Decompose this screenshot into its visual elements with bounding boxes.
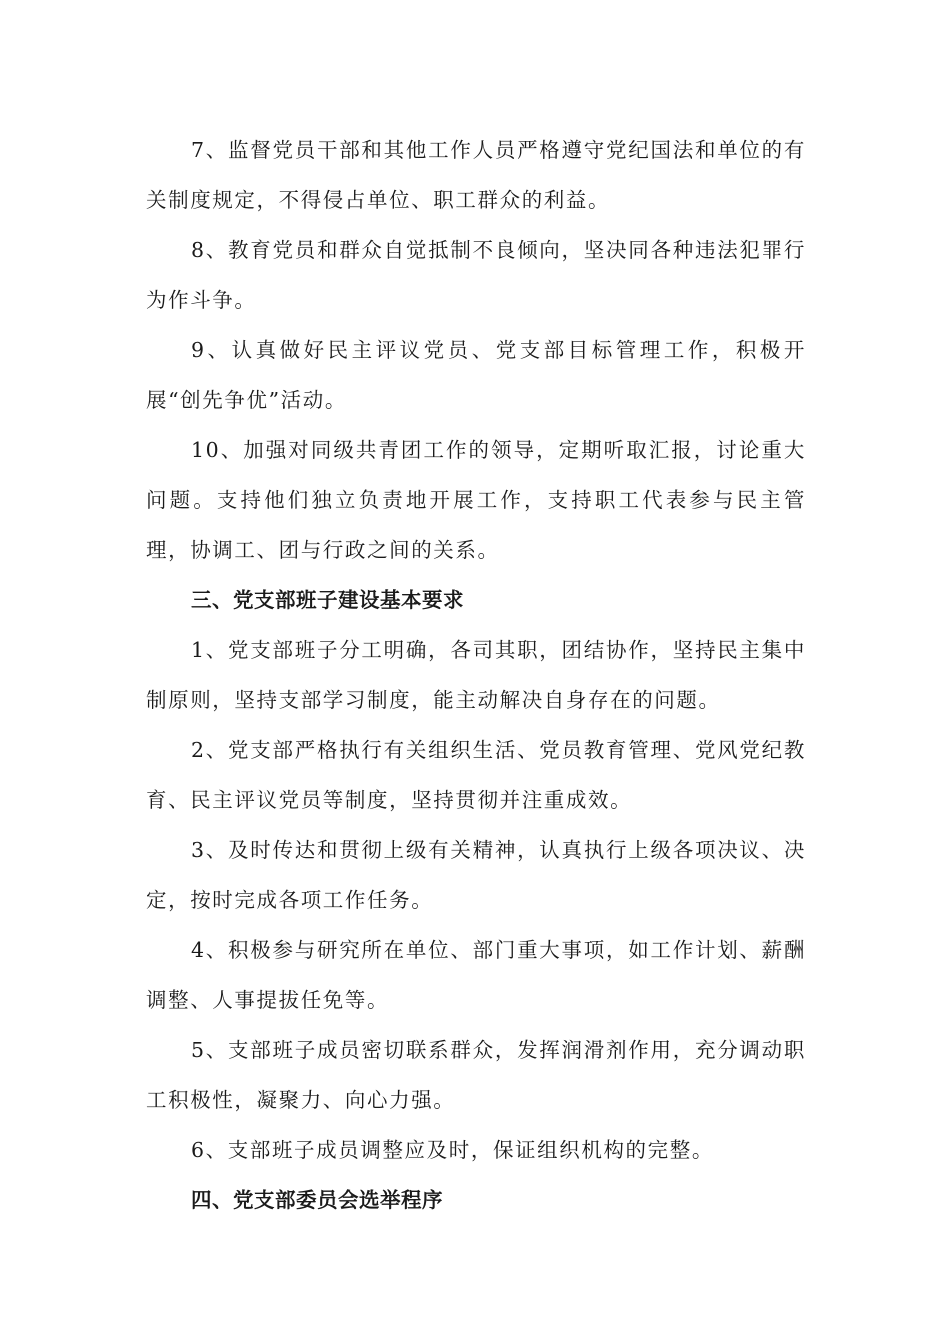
paragraph-requirement-3: 3、及时传达和贯彻上级有关精神，认真执行上级各项决议、决定，按时完成各项工作任务。 [146,838,806,912]
section-heading-4: 四、党支部委员会选举程序 [191,1188,443,1212]
paragraph-requirement-5: 5、支部班子成员密切联系群众，发挥润滑剂作用，充分调动职工积极性，凝聚力、向心力强。 [146,1038,806,1112]
paragraph-item-8: 8、教育党员和群众自觉抵制不良倾向，坚决同各种违法犯罪行为作斗争。 [146,238,806,312]
paragraph-item-7: 7、监督党员干部和其他工作人员严格遵守党纪国法和单位的有关制度规定，不得侵占单位、职工群众的利益。 [146,138,806,212]
paragraph-item-9: 9、认真做好民主评议党员、党支部目标管理工作，积极开展“创先争优”活动。 [146,338,806,412]
paragraph-requirement-1: 1、党支部班子分工明确，各司其职，团结协作，坚持民主集中制原则，坚持支部学习制度，能主动解决自身存在的问题。 [146,638,806,712]
paragraph-requirement-2: 2、党支部严格执行有关组织生活、党员教育管理、党风党纪教育、民主评议党员等制度，坚持贯彻并注重成效。 [146,738,806,812]
paragraph-requirement-6: 6、支部班子成员调整应及时，保证组织机构的完整。 [191,1138,714,1162]
paragraph-requirement-4: 4、积极参与研究所在单位、部门重大事项，如工作计划、薪酬调整、人事提拔任免等。 [146,938,806,1012]
section-heading-3: 三、党支部班子建设基本要求 [191,588,464,612]
paragraph-item-10: 10、加强对同级共青团工作的领导，定期听取汇报，讨论重大问题。支持他们独立负责地开展工作，支持职工代表参与民主管理，协调工、团与行政之间的关系。 [146,438,806,562]
document-body [146,125,806,1225]
